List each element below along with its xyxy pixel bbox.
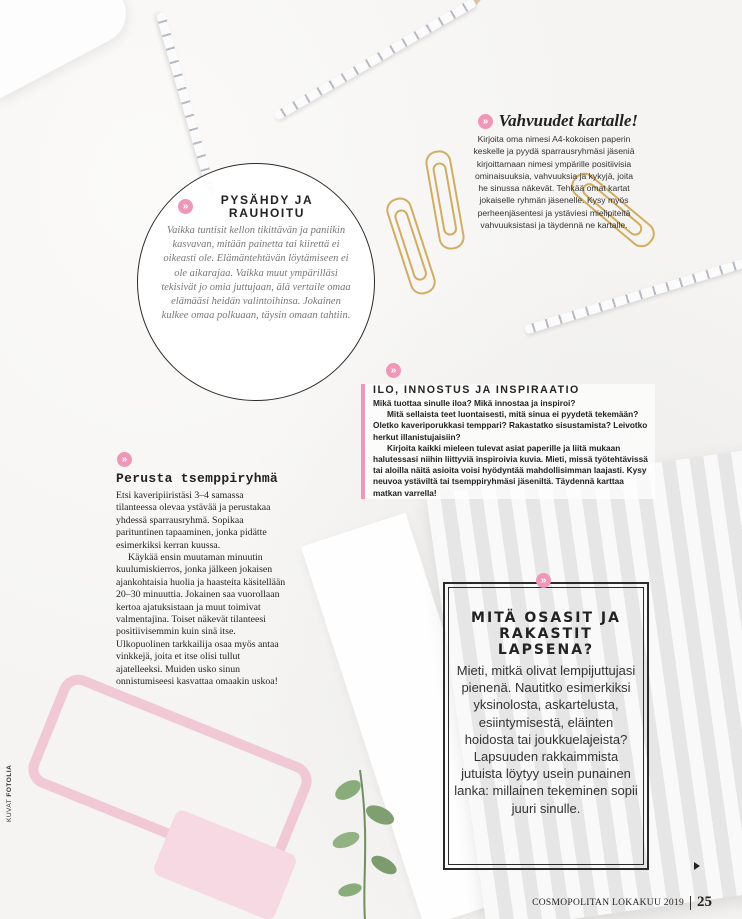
perusta-section (116, 472, 286, 689)
perusta-title: Perusta tsemppiryhmä (116, 471, 279, 486)
eucalyptus-branch-decoration (310, 760, 420, 919)
page-number: 25 (697, 894, 712, 910)
mita-framed-box (443, 582, 649, 870)
chevron-down-icon: » (386, 363, 401, 378)
photo-credit-label: KUVAT (6, 798, 13, 822)
ilo-title: ILO, INNOSTUS JA INSPIRAATIO (373, 384, 580, 396)
chevron-down-icon: » (117, 452, 132, 467)
pencil-decoration (156, 12, 214, 188)
laptop-corner-decoration (0, 0, 136, 101)
paperclip-decoration (424, 149, 467, 252)
mita-title: MITÄ OSASIT JA RAKASTIT LAPSENA? (471, 610, 621, 658)
ilo-section (361, 384, 655, 499)
ilo-paragraph: Mikä tuottaa sinulle iloa? Mikä innostaa ja inspiroi? (373, 398, 576, 408)
pencil-decoration (273, 0, 477, 121)
pencil-decoration (524, 259, 742, 335)
photo-credit-source: FOTOLIA (6, 764, 13, 797)
publication-name: COSMOPOLITAN LOKAKUU 2019 (532, 897, 684, 908)
chevron-right-icon: » (478, 114, 493, 129)
photo-credit (6, 765, 13, 822)
paperclip-decoration (383, 194, 439, 297)
footer-divider (690, 896, 691, 910)
pysahdy-body: Vaikka tuntisit kellon tikittävän ja paniikin kasvavan, mitään painetta tai kiirettä ei oikeasti ole. Elämäntehtävän löytämiseen ei ole aikarajaa. Vaikka muut ympärilläsi tekisivät jo omia juttujaan, älä vertaile omaa elämääsi heidän valintoihinsa. Jokainen kulkee omaa polkuaan, täysin omaan tahtiin. (161, 225, 351, 322)
mita-inner-frame (448, 587, 644, 865)
continue-arrow-icon (694, 862, 700, 870)
pysahdy-circle-box (137, 163, 375, 401)
ilo-paragraph: Mitä sellaista teet luontaisesti, mitä sinua ei pyydetä tekemään? Oletko kaveriporukkasi temppari? Rakastatko sisustamista? Leivotko herkut illanistujaisiin? (373, 409, 648, 442)
page-footer (532, 894, 712, 911)
perusta-paragraph: Etsi kaveripiiristäsi 3–4 samassa tilanteessa olevaa ystävää ja perustakaa yhdessä sparrausryhmä. Sopikaa parituntinen tapaaminen, jonka pidätte esimerkiksi kerran kuussa. (116, 490, 271, 551)
chevron-down-icon: » (178, 199, 193, 214)
perusta-paragraph: Käykää ensin muutaman minuutin kuulumiskierros, jonka jälkeen jokaisen ajankohtaisia huolia ja haasteita käsitellään 20–30 minuuttia. Jokainen saa vuorollaan kertoa ajatuksistaan ja muut toimivat valmentajina. Toiset näkevät tilanteesi positiivisemmin kuin sinä itse. Ulkopuolinen tarkkailija osaa myös antaa vinkkejä, joita et itse olisi tullut ajatelleeksi. Muiden usko sinun onnistumiseesi kasvattaa omaakin uskoa! (116, 552, 286, 688)
vahvuudet-body: Kirjoita oma nimesi A4-kokoisen paperin keskelle ja pyydä sparrausryhmäsi jäseniä kirjoittamaan nimesi ympärille positiivisia ominaisuuksia, vahvuuksia ja kykyjä, joita he sinussa näkevät. Tehkää omat kartat jokaiselle ryhmän jäsenelle. Kysy myös perheenjäsentesi ja ystäviesi mielipiteitä vahvuuksistasi ja täydennä ne kartalle. (473, 134, 635, 231)
mita-body: Mieti, mitkä olivat lempijuttujasi pienenä. Nautitko esimerkiksi yksinolosta, askartelusta, esiintymisestä, eläinten hoidosta tai joukkuelajeista? Lapsuuden rakkaimmista jutuista löytyy usein punainen lanka: millainen tekeminen sopii juuri sinulle. (454, 663, 638, 816)
pysahdy-title: PYSÄHDY JA RAUHOITU (220, 193, 314, 220)
chevron-down-icon: » (536, 573, 551, 588)
vahvuudet-title: Vahvuudet kartalle! (498, 111, 638, 130)
ilo-paragraph: Kirjoita kaikki mieleen tulevat asiat paperille ja liitä mukaan halutessasi niihin liittyviä inspiroivia kuvia. Mieti, missä työtehtävissä tai aloilla näitä asioita voisi hyödyntää mahdollisimman laajasti. Kysy neuvoa ystäviltä tai tsemppiryhmäsi jäseniltä. Täydennä karttaa matkan varrella! (373, 442, 648, 498)
vahvuudet-section (470, 112, 638, 231)
